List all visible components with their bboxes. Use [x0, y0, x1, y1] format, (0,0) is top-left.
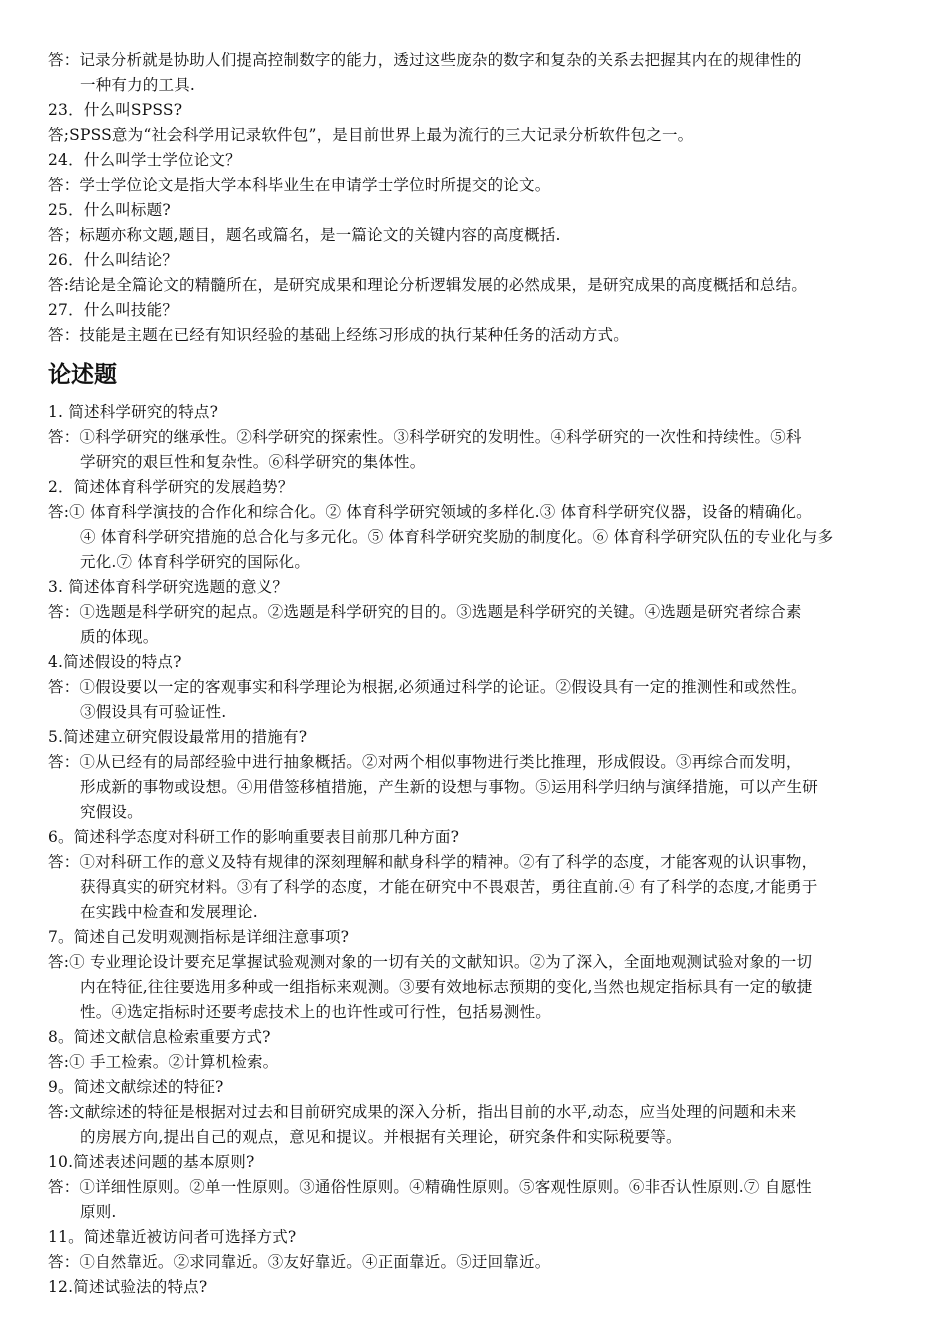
answer-continuation: ③假设具有可验证性.	[80, 703, 227, 721]
qa-section-essay	[48, 400, 910, 1300]
question-text: 23．什么叫SPSS?	[48, 101, 183, 119]
qa-item	[48, 1225, 910, 1275]
question-text: 27．什么叫技能？	[48, 301, 179, 319]
answer-text: 答:① 体育科学演技的合作化和综合化。② 体育科学研究领域的多样化.③ 体育科学研究仪器，设备的精确化。	[48, 503, 812, 521]
question-text: 4.简述假设的特点?	[48, 653, 182, 671]
answer-text: 答；标题亦称文题,题目，题名或篇名，是一篇论文的关键内容的高度概括.	[48, 226, 561, 244]
answer-text: 答:① 专业理论设计要充足掌握试验观测对象的一切有关的文献知识。②为了深入，全面地观测试验对象的一切	[48, 953, 813, 971]
qa-item	[48, 400, 910, 475]
question-text: 7。简述自己发明观测指标是详细注意事项?	[48, 928, 350, 946]
answer-text: 答：①科学研究的继承性。②科学研究的探索性。③科学研究的发明性。④科学研究的一次性和持续性。⑤科	[48, 428, 802, 446]
qa-item	[48, 475, 910, 575]
answer-text: 答：技能是主题在已经有知识经验的基础上经练习形成的执行某种任务的活动方式。	[48, 326, 629, 344]
qa-item	[48, 725, 910, 825]
question-text: 6。简述科学态度对科研工作的影响重要表目前那几种方面?	[48, 828, 460, 846]
qa-item	[48, 925, 910, 1025]
qa-item	[48, 1275, 910, 1300]
answer-text: 答;SPSS意为“社会科学用记录软件包”，是目前世界上最为流行的三大记录分析软件包之一。	[48, 126, 694, 144]
qa-item	[48, 825, 910, 925]
answer-text: 答:结论是全篇论文的精髓所在，是研究成果和理论分析逻辑发展的必然成果，是研究成果的高度概括和总结。	[48, 276, 808, 294]
answer-text: 答：记录分析就是协助人们提高控制数字的能力，透过这些庞杂的数字和复杂的关系去把握其内在的规律性的	[48, 51, 802, 69]
answer-continuation: 形成新的事物或设想。④用借签移植措施，产生新的设想与事物。⑤运用科学归纳与演绎措施，可以产生研	[80, 778, 818, 796]
answer-continuation: 质的体现。	[80, 628, 159, 646]
answer-continuation: 一种有力的工具.	[80, 76, 196, 94]
qa-item	[48, 1025, 910, 1075]
qa-item	[48, 650, 910, 725]
answer-continuation: 获得真实的研究材料。③有了科学的态度，才能在研究中不畏艰苦，勇往直前.④ 有了科学的态度,才能勇于	[80, 878, 818, 896]
question-text: 3. 简述体育科学研究选题的意义？	[48, 578, 289, 596]
qa-item	[48, 48, 910, 98]
answer-text: 答:文献综述的特征是根据对过去和目前研究成果的深入分析，指出目前的水平,动态，应当处理的问题和未来	[48, 1103, 797, 1121]
answer-continuation: 学研究的艰巨性和复杂性。⑥科学研究的集体性。	[80, 453, 426, 471]
answer-text: 答：①对科研工作的意义及特有规律的深刻理解和献身科学的精神。②有了科学的态度，才能客观的认识事物，	[48, 853, 818, 871]
answer-text: 答：学士学位论文是指大学本科毕业生在申请学士学位时所提交的论文。	[48, 176, 551, 194]
answer-continuation: 究假设。	[80, 803, 143, 821]
section-heading: 论述题	[48, 362, 117, 388]
qa-item	[48, 1150, 910, 1225]
answer-text: 答：①从已经有的局部经验中进行抽象概括。②对两个相似事物进行类比推理，形成假设。③再综合而发明，	[48, 753, 802, 771]
question-text: 26．什么叫结论？	[48, 251, 179, 269]
qa-item	[48, 248, 910, 298]
qa-item	[48, 298, 910, 348]
qa-item	[48, 575, 910, 650]
qa-item	[48, 1075, 910, 1150]
question-text: 9。简述文献综述的特征?	[48, 1078, 224, 1096]
answer-text: 答：①自然靠近。②求同靠近。③友好靠近。④正面靠近。⑤迂回靠近。	[48, 1253, 551, 1271]
question-text: 12.简述试验法的特点?	[48, 1278, 208, 1296]
answer-text: 答：①详细性原则。②单一性原则。③通俗性原则。④精确性原则。⑤客观性原则。⑥非否认性原则.⑦ 自愿性	[48, 1178, 812, 1196]
question-text: 10.简述表述问题的基本原则?	[48, 1153, 255, 1171]
answer-continuation: 的房展方向,提出自己的观点，意见和提议。并根据有关理论，研究条件和实际税要等。	[80, 1128, 682, 1146]
answer-continuation: 元化.⑦ 体育科学研究的国际化。	[80, 553, 311, 571]
answer-text: 答:① 手工检索。②计算机检索。	[48, 1053, 279, 1071]
answer-continuation: 在实践中检查和发展理论.	[80, 903, 258, 921]
qa-item	[48, 148, 910, 198]
answer-continuation: 性。④选定指标时还要考虑技术上的也许性或可行性，包括易测性。	[80, 1003, 552, 1021]
question-text: 11。简述靠近被访问者可选择方式?	[48, 1228, 297, 1246]
question-text: 1. 简述科学研究的特点?	[48, 403, 219, 421]
answer-continuation: 内在特征,往往要选用多种或一组指标来观测。③要有效地标志预期的变化,当然也规定指标具有一定的敏捷	[80, 978, 813, 996]
answer-continuation: ④ 体育科学研究措施的总合化与多元化。⑤ 体育科学研究奖励的制度化。⑥ 体育科学研究队伍的专业化与多	[80, 528, 834, 546]
question-text: 24．什么叫学士学位论文？	[48, 151, 241, 169]
answer-continuation: 原则.	[80, 1203, 117, 1221]
question-text: 25．什么叫标题?	[48, 201, 171, 219]
answer-text: 答：①选题是科学研究的起点。②选题是科学研究的目的。③选题是科学研究的关键。④选题是研究者综合素	[48, 603, 802, 621]
answer-text: 答：①假设要以一定的客观事实和科学理论为根据,必须通过科学的论证。②假设具有一定的推测性和或然性。	[48, 678, 807, 696]
qa-item	[48, 198, 910, 248]
document-page	[48, 48, 910, 1300]
question-text: 2．简述体育科学研究的发展趋势？	[48, 478, 294, 496]
qa-item	[48, 98, 910, 148]
question-text: 5.简述建立研究假设最常用的措施有?	[48, 728, 308, 746]
qa-section-definitions	[48, 48, 910, 348]
question-text: 8。简述文献信息检索重要方式?	[48, 1028, 271, 1046]
